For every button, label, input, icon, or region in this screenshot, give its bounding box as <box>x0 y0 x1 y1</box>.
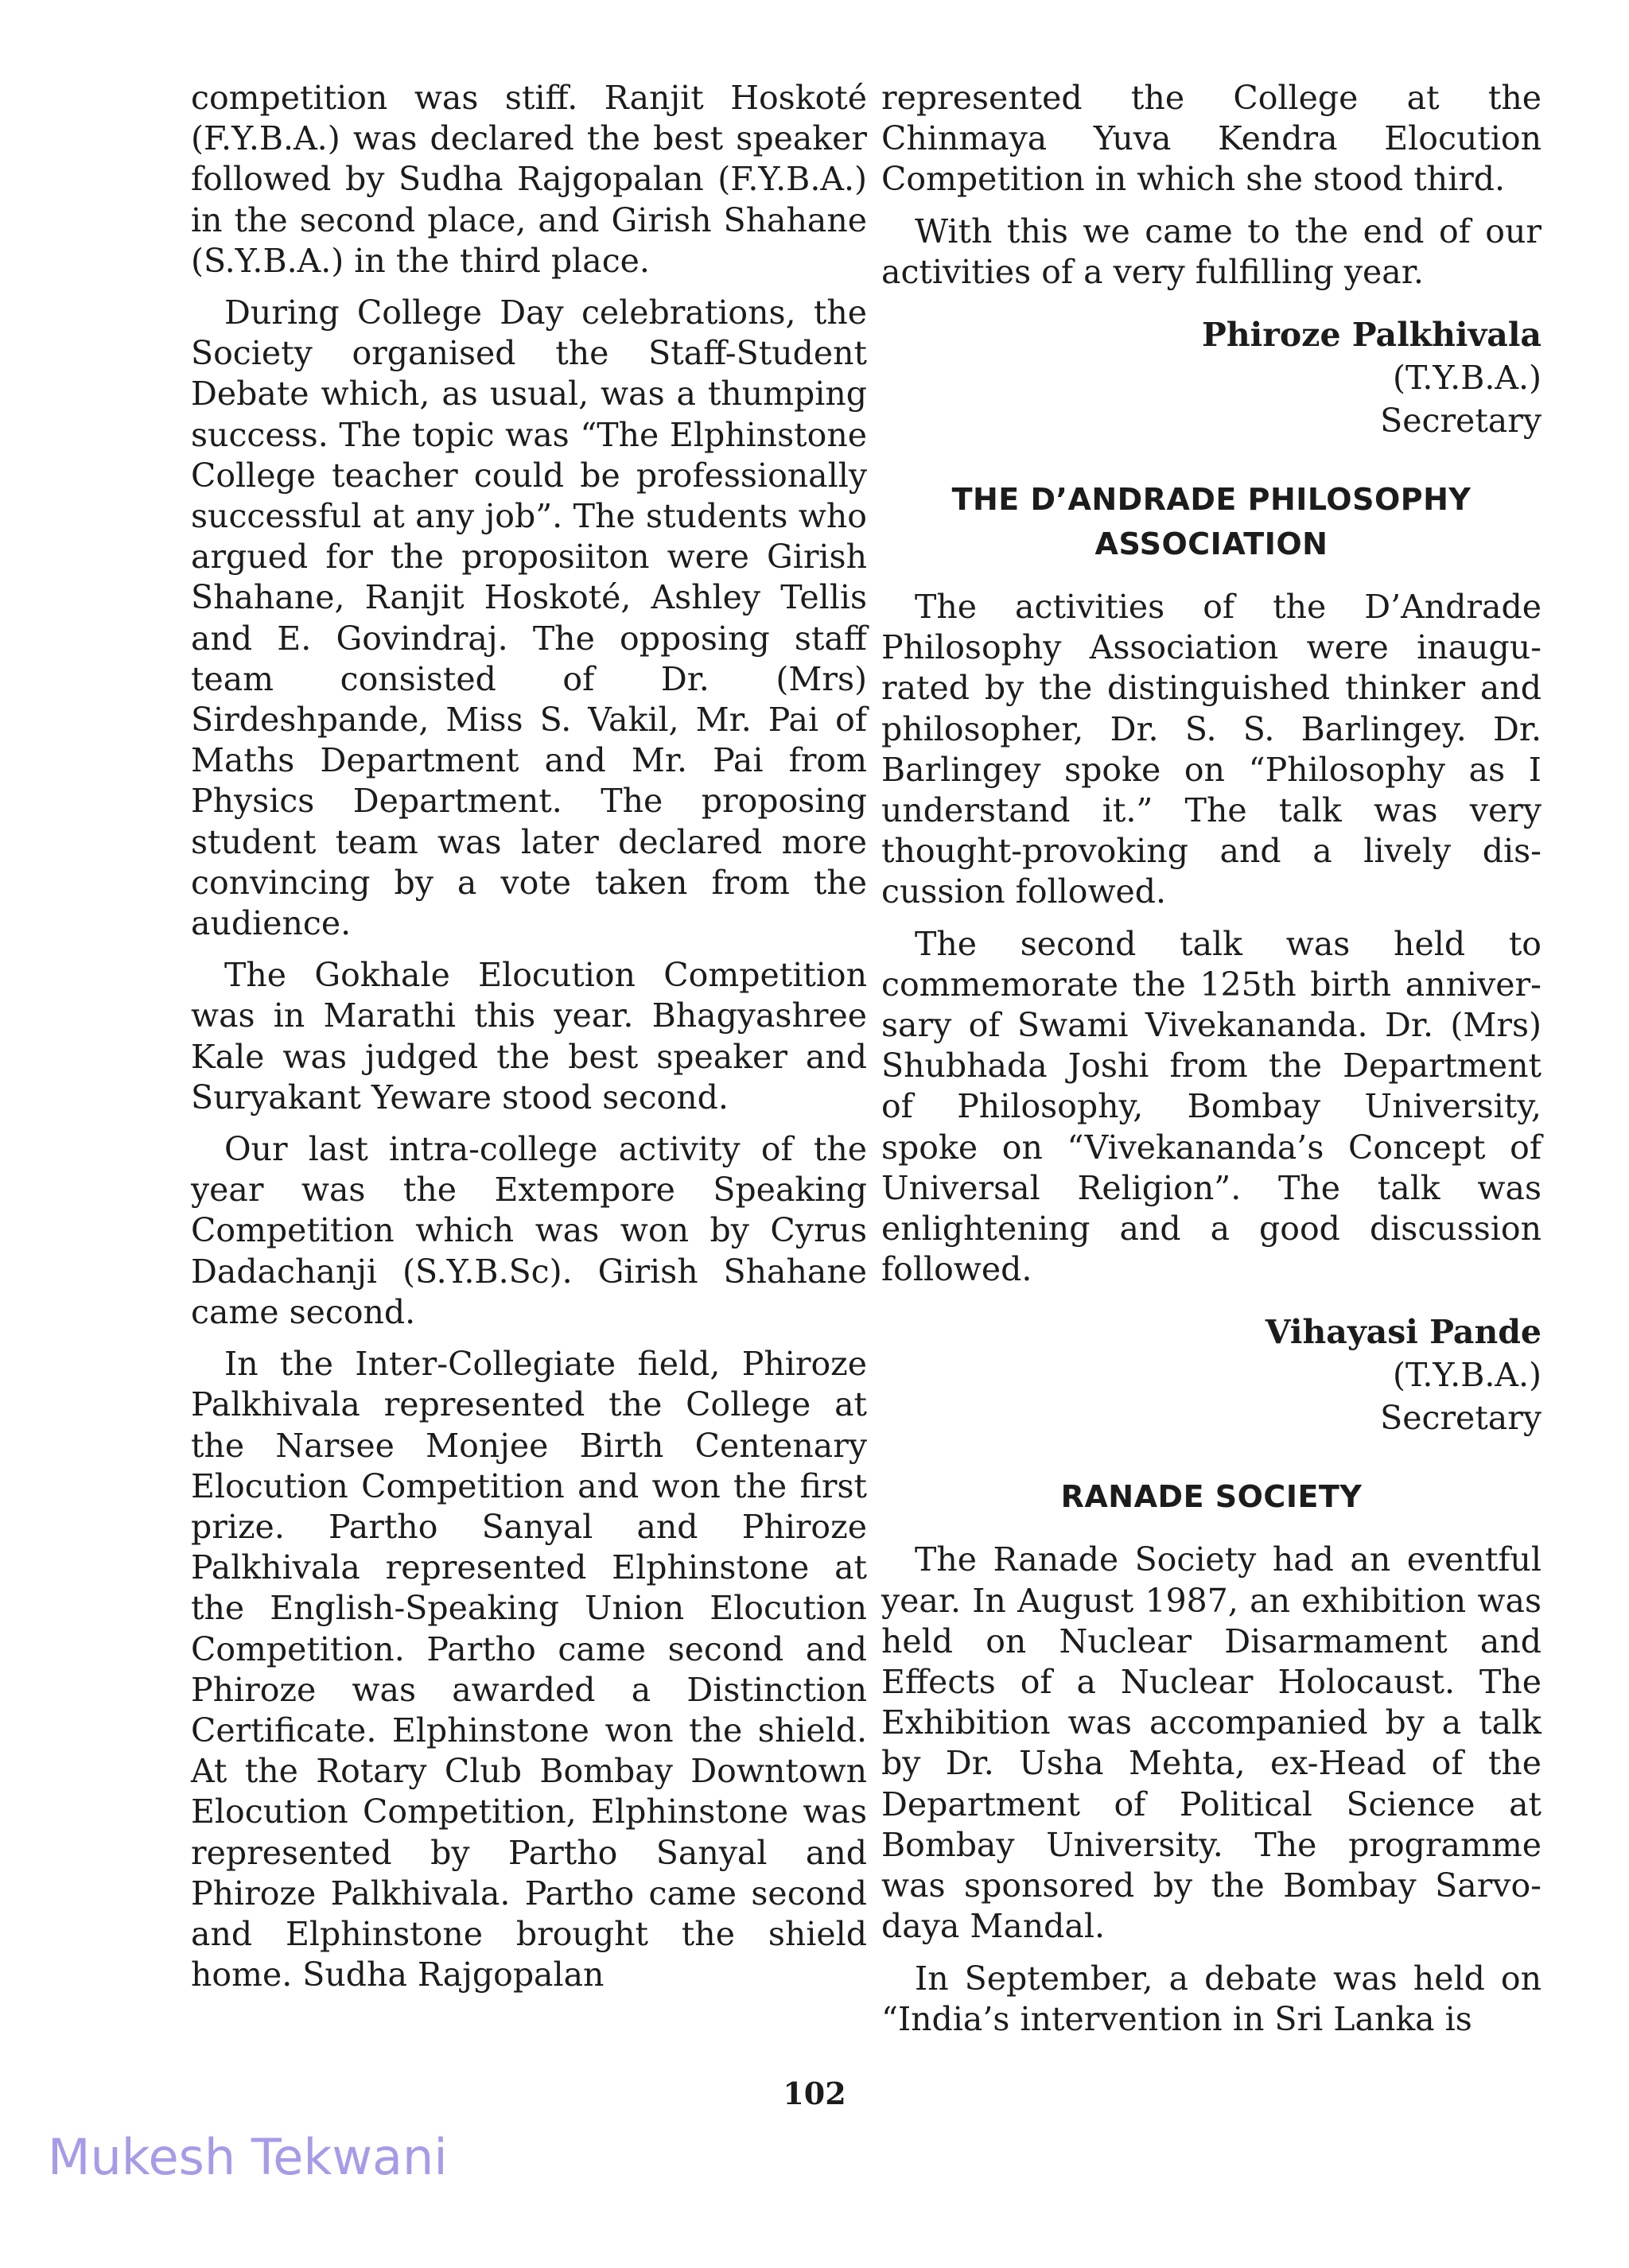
paragraph: represented the College at the Chinmaya Yuva Kendra Elocution Competition in which she stood third. <box>881 79 1542 199</box>
paragraph: In September, a debate was held on “India’s intervention in Sri Lanka is <box>881 1959 1542 2038</box>
page-number: 102 <box>783 2076 846 2111</box>
signature-class: (T.Y.B.A.) <box>1393 1356 1542 1395</box>
signature-class: (T.Y.B.A.) <box>1393 359 1542 398</box>
paragraph: With this we came to the end of our activities of a very fulfilling year. <box>881 212 1542 291</box>
paragraph: The Gokhale Elocution Competition was in Marathi this year. Bhagyashree Kale was judged the best speaker and Suryakant Yeware stood second. <box>191 956 867 1117</box>
signature-block <box>881 1311 1542 1439</box>
section-heading-philosophy: THE D’ANDRADE PHILOSOPHY ASSOCIATION <box>951 482 1472 562</box>
signature-block <box>881 313 1542 442</box>
signature-role: Secretary <box>1380 1399 1542 1438</box>
paragraph: The Ranade Society had an eventful year. In August 1987, an exhibition was held on Nuclear Disarmament and Effects of a Nuclear Holocaust. The Exhibition was accompanied by a talk by Dr. Usha Mehta, ex-Head of the Department of Political Science at Bombay University. The programme was sponsored by the Bombay Sarvodaya Mandal. <box>881 1540 1542 1946</box>
signature-role: Secretary <box>1380 402 1542 441</box>
section-heading-ranade: RANADE SOCIETY <box>1060 1479 1363 1515</box>
left-column <box>191 78 867 2006</box>
paragraph: During College Day celebrations, the Society organised the Staff-Student Debate which, as usual, was a thumping success. The topic was “The Elphinstone College teacher could be professionally successful at any job”. The students who argued for the proposiiton were Girish Shahane, Ranjit Hoskoté, Ashley Tellis and E. Govindraj. The opposing staff team consisted of Dr. (Mrs) Sirdeshpande, Miss S. Vakil, Mr. Pai of Maths Department and Mr. Pai from Physics Department. The proposing student team was later declared more convincing by a vote taken from the audience. <box>191 293 867 943</box>
paragraph: The activities of the D’Andrade Philosophy Association were inaugurated by the distinguished thinker and philosopher, Dr. S. S. Barlingey. Dr. Barlingey spoke on “Philosophy as I understand it.” The talk was very thought-provoking and a lively discussion followed. <box>881 588 1542 911</box>
paragraph: competition was stiff. Ranjit Hoskoté (F.Y.B.A.) was declared the best speaker followed by Sudha Rajgopalan (F.Y.B.A.) in the second place, and Girish Shahane (S.Y.B.A.) in the third place. <box>191 79 867 280</box>
signature-name: Phiroze Palkhivala <box>1202 316 1542 355</box>
paragraph: In the Inter-Collegiate field, Phiroze Palkhivala represented the College at the Narsee Monjee Birth Centenary Elocution Competition and won the first prize. Partho Sanyal and Phiroze Palkhivala represented Elphinstone at the English-Speaking Union Elocution Competition. Partho came second and Phiroze was awarded a Distinction Certificate. Elphinstone won the shield. At the Rotary Club Bombay Downtown Elocution Competition, Elphinstone was represented by Partho Sanyal and Phiroze Palkhivala. Partho came second and Elphinstone brought the shield home. Sudha Rajgopalan <box>191 1345 867 1994</box>
paragraph: Our last intra-college activity of the year was the Extempore Speaking Competition which was won by Cyrus Dadachanji (S.Y.B.Sc). Girish Shahane came second. <box>191 1130 867 1331</box>
watermark: Mukesh Tekwani <box>48 2128 448 2186</box>
right-column <box>881 78 1542 2051</box>
paragraph: The second talk was held to commemorate the 125th birth anniversary of Swami Vivekananda. Dr. (Mrs) Shubhada Joshi from the Department of Philosophy, Bombay University, spoke on “Vivekananda’s Concept of Universal Religion”. The talk was enlightening and a good discussion followed. <box>881 924 1542 1289</box>
signature-name: Vihayasi Pande <box>1265 1313 1542 1352</box>
